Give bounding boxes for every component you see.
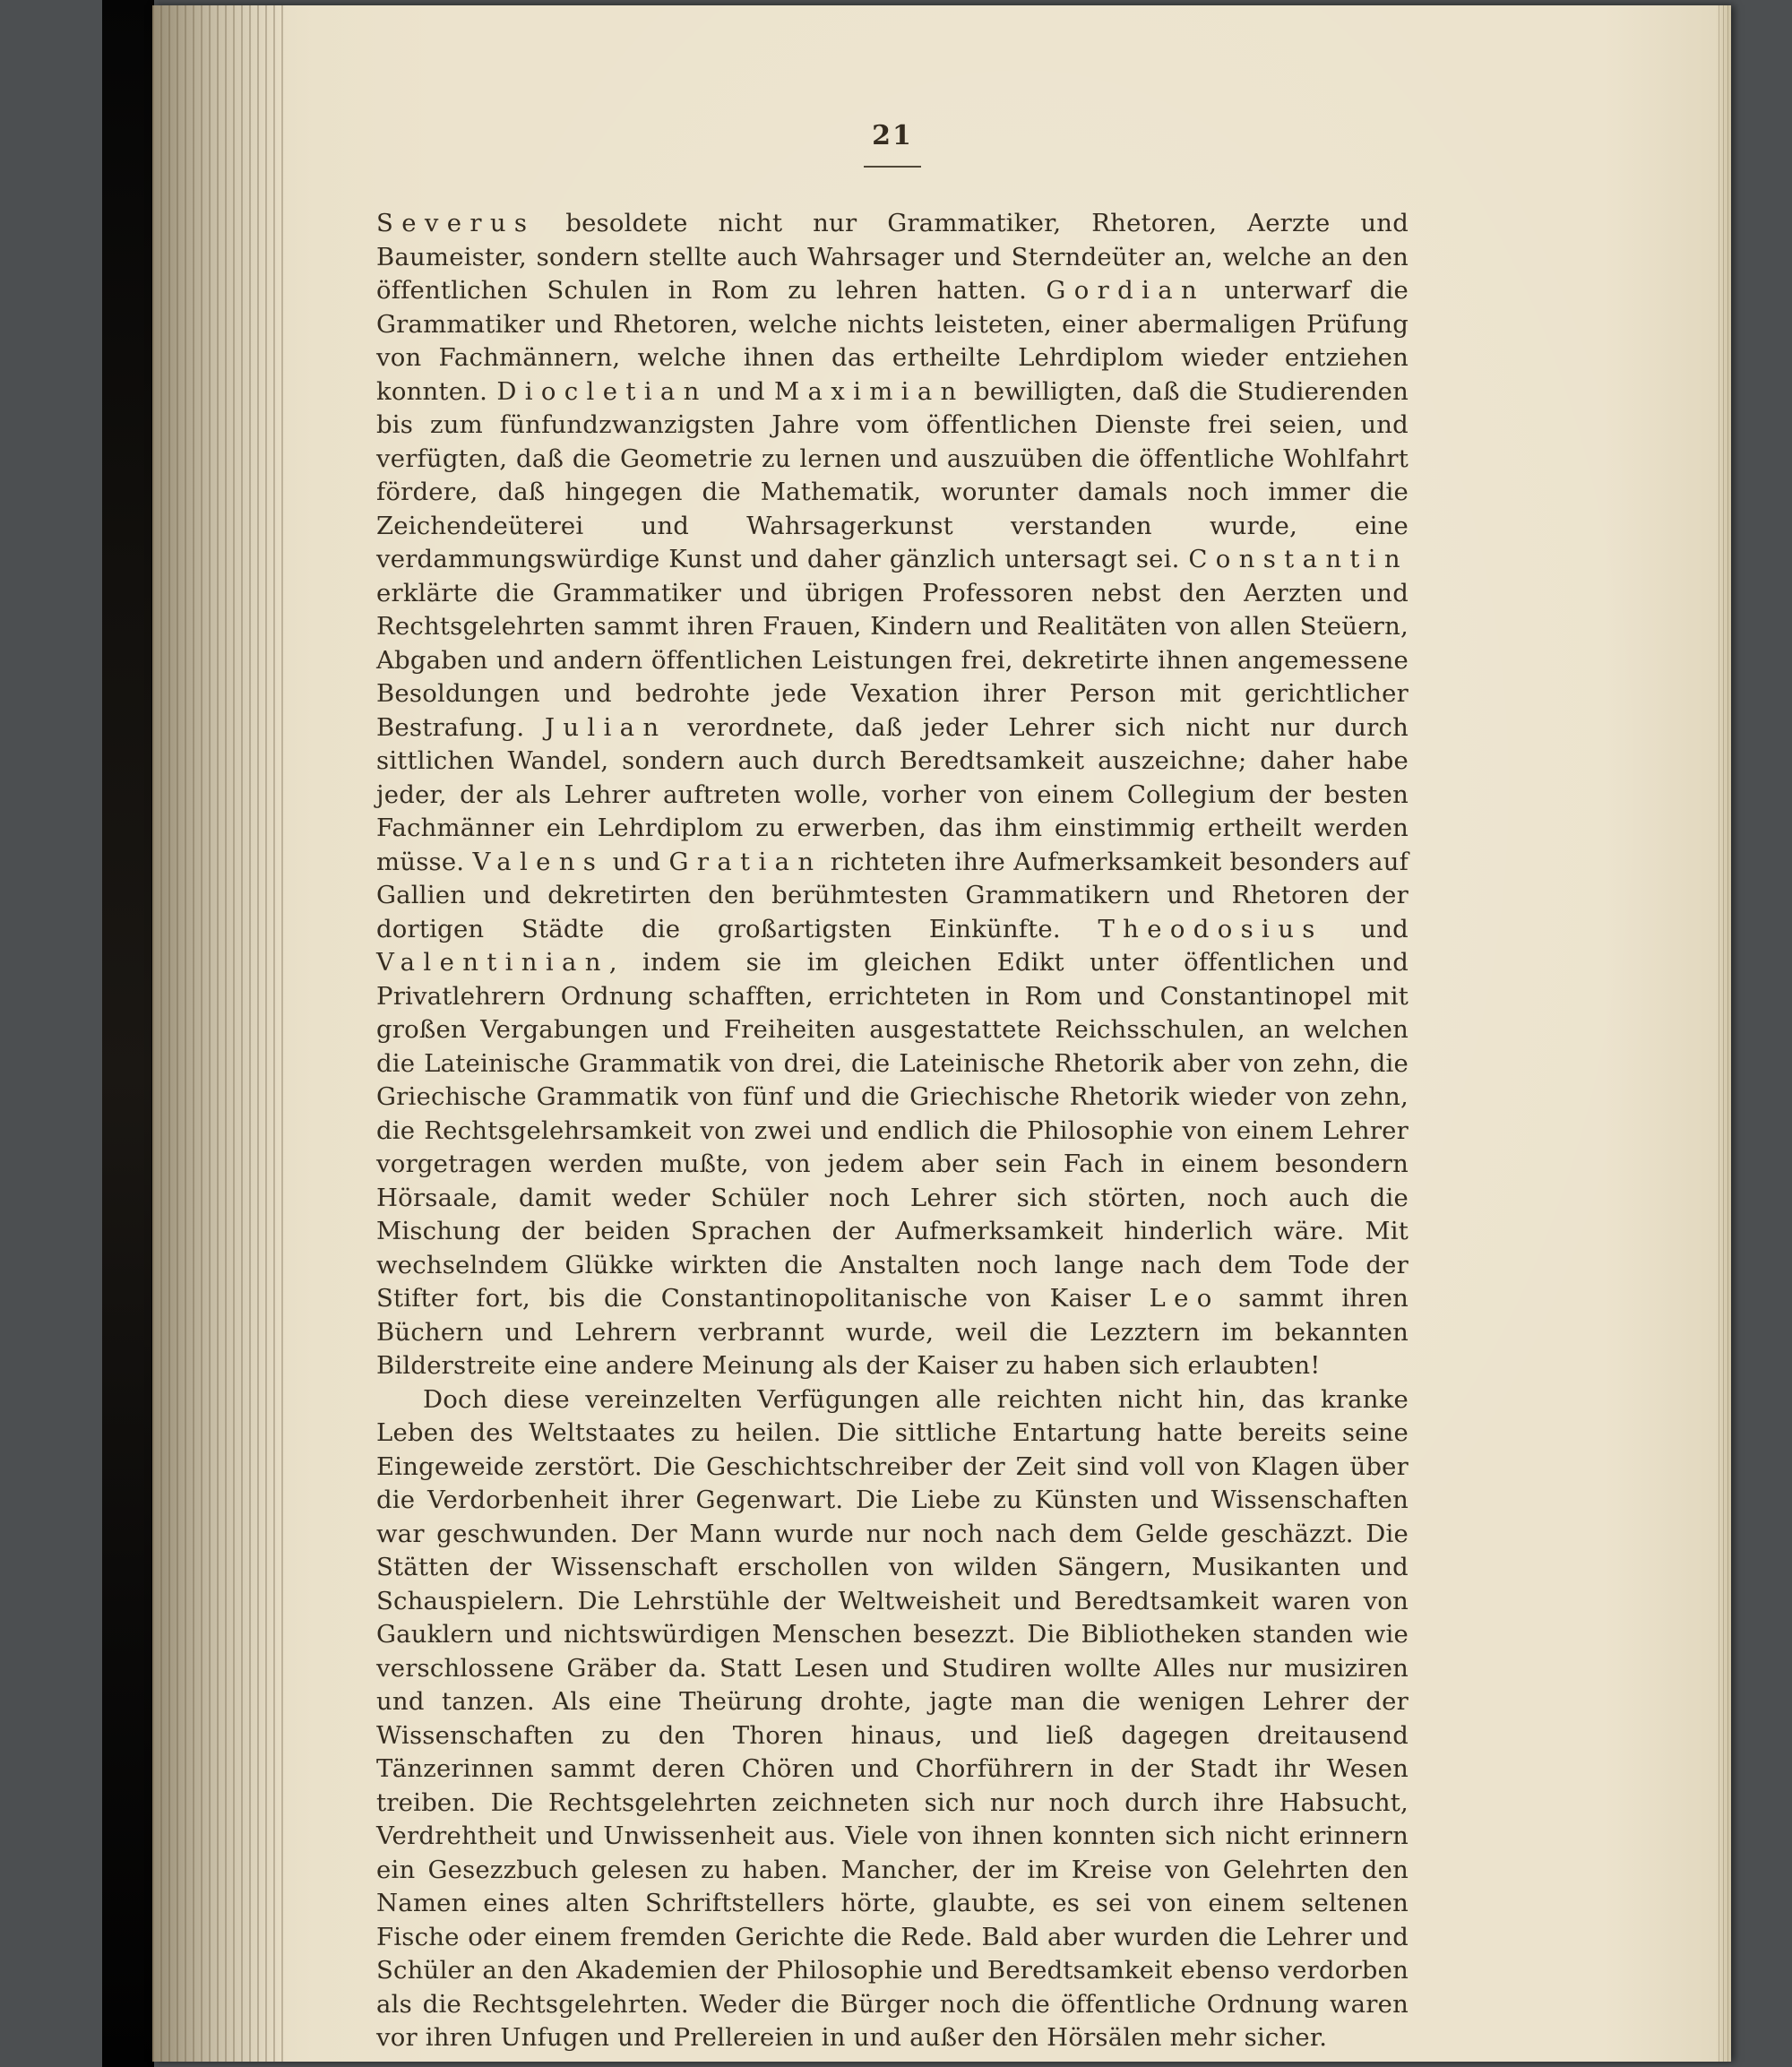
spaced-name: Severus [376,209,536,237]
page-number: 21 [872,120,913,151]
text-run: sammt ihren Büchern und Lehrern verbrannt wurde, weil die Lezztern im bekannten Bilderstreite eine andere Meinung als der Kaiser zu haben sich erlaubten! [376,1284,1409,1380]
text-run: und [604,847,669,876]
spaced-name: Leo [1149,1284,1220,1313]
spaced-name: Valentinian [376,948,609,977]
text-run: besoldete nicht nur Grammatiker, Rhetoren, Aerzte und Baumeister, sondern stellte auch Wahrsager und Sterndeüter an, welche an den öffentlichen Schulen in Rom zu lehren hatten. [376,209,1409,305]
text-run: richteten ihre Aufmerksamkeit besonders auf Gallien und dekretirten den berühmtesten Grammatikern und Rhetoren der dortigen Städte die großartigsten Einkünfte. [376,847,1409,943]
page-edge-right [1715,5,1731,2062]
book-page [152,5,1731,2062]
text-run: erklärte die Grammatiker und übrigen Professoren nebst den Aerzten und Rechtsgelehrten sammt ihren Frauen, Kindern und Realitäten von allen Steüern, Abgaben und andern öffentlichen Leistungen frei, dekretirte ihnen angemessene Besoldungen und bedrohte jede Vexation ihrer Person mit gerichtlicher Bestrafung. [376,578,1409,742]
text-run: und [707,376,774,406]
spaced-name: Valens [472,847,605,876]
paragraph [376,207,1409,1383]
text-run: verordnete, daß jeder Lehrer sich nicht nur durch sittlichen Wandel, sondern auch durch Beredtsamkeit auszeichne; daher habe jeder, der als Lehrer auftreten wolle, vorher von einem Collegium der besten Fachmänner ein Lehrdiplom zu erwerben, das ihm einstimmig ertheilt werden müsse. [376,712,1409,876]
text-run: , indem sie im gleichen Edikt unter öffentlichen und Privatlehrern Ordnung schafften, errichteten in Rom und Constantinopel mit großen Vergabungen und Freiheiten ausgestattete Reichsschulen, an welchen die Lateinische Grammatik von drei, die Lateinische Rhetorik aber von zehn, die Griechische Grammatik von fünf und die Griechische Rhetorik wieder von zehn, die Rechtsgelehrsamkeit von zwei und endlich die Philosophie von einem Lehrer vorgetragen werden mußte, von jedem aber sein Fach in einem besondern Hörsaale, damit weder Schüler noch Lehrer sich störten, noch auch die Mischung der beiden Sprachen der Aufmerksamkeit hinderlich wäre. Mit wechselndem Glükke wirkten die Anstalten noch lange nach dem Tode der Stifter fort, bis die Constantinopolitanische von Kaiser [376,948,1409,1313]
page-text [376,207,1409,2055]
text-run: bewilligten, daß die Studierenden bis zum fünfundzwanzigsten Jahre vom öffentlichen Dienste frei seien, und verfügten, daß die Geometrie zu lernen und auszuüben die öffentliche Wohlfahrt fördere, daß hingegen die Mathematik, worunter damals noch immer die Zeichendeüterei und Wahrsagerkunst verstanden wurde, eine verdammungswürdige Kunst und daher gänzlich untersagt sei. [376,376,1409,573]
page-number-rule [864,166,921,168]
spaced-name: Maximian [773,376,965,406]
text-column [376,120,1409,2055]
text-run: Doch diese vereinzelten Verfügungen alle reichten nicht hin, das kranke Leben des Weltstaates zu heilen. Die sittliche Entartung hatte bereits seine Eingeweide zerstört. Die Geschichtschreiber der Zeit sind voll von Klagen über die Verdorbenheit ihrer Gegenwart. Die Liebe zu Künsten und Wissenschaften war geschwunden. Der Mann wurde nur noch nach dem Gelde geschäzzt. Die Stätten der Wissenschaft erschollen von wilden Sängern, Musikanten und Schauspielern. Die Lehrstühle der Weltweisheit und Beredtsamkeit waren von Gauklern und nichtswürdigen Menschen besezzt. Die Bibliotheken standen wie verschlossene Gräber da. Statt Lesen und Studiren wollte Alles nur musiziren und tanzen. Als eine Theürung drohte, jagte man die wenigen Lehrer der Wissenschaften zu den Thoren hinaus, und ließ dagegen dreitausend Tänzerinnen sammt deren Chören und Chorführern in der Stadt ihr Wesen treiben. Die Rechtsgelehrten zeichneten sich nur noch durch ihre Habsucht, Verdrehtheit und Unwissenheit aus. Viele von ihnen konnten sich nicht erinnern ein Gesezzbuch gelesen zu haben. Mancher, der im Kreise von Gelehrten den Namen eines alten Schriftstellers hörte, glaubte, es sei von einem seltenen Fische oder einem fremden Gerichte die Rede. Bald aber wurden die Lehrer und Schüler an den Akademien der Philosophie und Beredtsamkeit ebenso verdorben als die Rechtsgelehrten. Weder die Bürger noch die öffentliche Ordnung waren vor ihren Unfugen und Prellereien in und außer den Hörsälen mehr sicher. [376,1384,1409,2052]
paragraph [376,1383,1409,2055]
spaced-name: Theodosius [1098,914,1323,943]
text-run: und [1322,914,1409,943]
page-edge-left [152,5,287,2062]
text-run: unterwarf die Grammatiker und Rhetoren, welche nichts leisteten, einer abermaligen Prüfung von Fachmännern, welche ihnen das ertheilte Lehrdiplom wieder entziehen konnten. [376,276,1409,406]
spaced-name: Julian [544,712,668,742]
book-spine [102,0,154,2067]
spaced-name: Diocletian [496,376,708,406]
spaced-name: Constantin [1188,545,1409,573]
spaced-name: Gratian [668,847,823,876]
spaced-name: Gordian [1046,276,1206,305]
